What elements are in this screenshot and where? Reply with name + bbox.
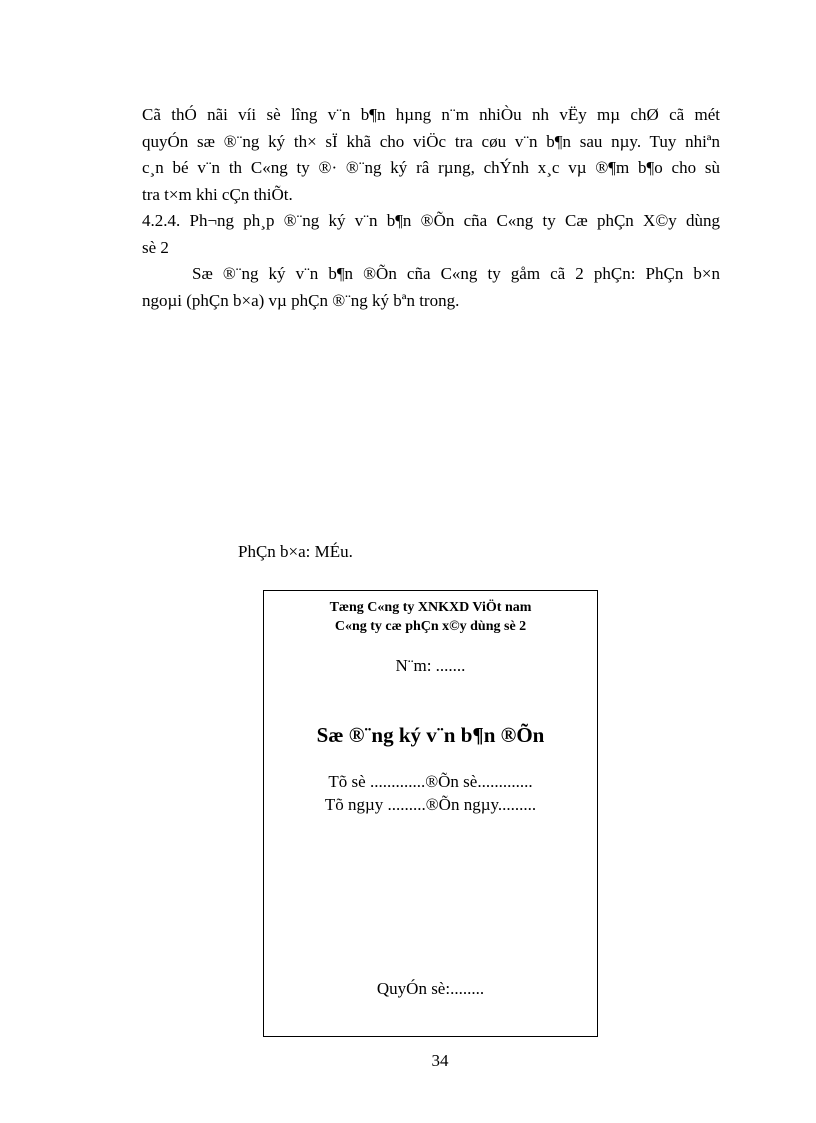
form-company-name: Tæng C«ng ty XNKXD ViÖt nam xyxy=(329,600,532,615)
paragraph-1-line-4: tra t×m khi cÇn thiÕt. xyxy=(142,184,293,204)
section-heading-line-1: 4.2.4. Ph¬ng ph¸p ®¨ng ký v¨n b¶n ®Õn cña C«ng ty Cæ phÇn X©y dùng xyxy=(142,211,720,230)
figure-caption: PhÇn b×a: MÉu. xyxy=(238,542,353,561)
paragraph-2-line-2: ngoµi (phÇn b×a) vµ phÇn ®¨ng ký bªn trong. xyxy=(142,290,460,310)
paragraph-2-line-1: Sæ ®¨ng ký v¨n b¶n ®Õn cña C«ng ty gåm cã 2 phÇn: PhÇn b×n xyxy=(192,264,720,283)
form-number-range: Tõ sè .............®Õn sè............. xyxy=(328,772,533,791)
form-year: N¨m: ....... xyxy=(395,656,466,675)
form-title: Sæ ®¨ng ký v¨n b¶n ®Õn xyxy=(316,723,545,747)
form-book-number: QuyÓn sè:........ xyxy=(376,979,485,998)
form-branch-name: C«ng ty cæ phÇn x©y dùng sè 2 xyxy=(334,619,527,634)
register-cover-form xyxy=(263,590,598,1037)
paragraph-1-line-1: Cã thÓ nãi víi sè lîng v¨n b¶n hµng n¨m nhiÒu nh vËy mµ chØ cã mét xyxy=(142,105,720,124)
paragraph-1-line-2: quyÓn sæ ®¨ng ký th× sÏ khã cho viÖc tra cøu v¨n b¶n sau nµy. Tuy nhiªn xyxy=(142,131,720,151)
page-number: 34 xyxy=(431,1051,449,1070)
paragraph-1-line-3: c¸n bé v¨n th C«ng ty ®· ®¨ng ký râ rµng, chÝnh x¸c vµ ®¶m b¶o cho sù xyxy=(142,158,720,177)
body-text xyxy=(142,102,720,314)
form-date-range: Tõ ngµy .........®Õn ngµy......... xyxy=(324,795,537,814)
section-heading-line-2: sè 2 xyxy=(142,237,169,257)
